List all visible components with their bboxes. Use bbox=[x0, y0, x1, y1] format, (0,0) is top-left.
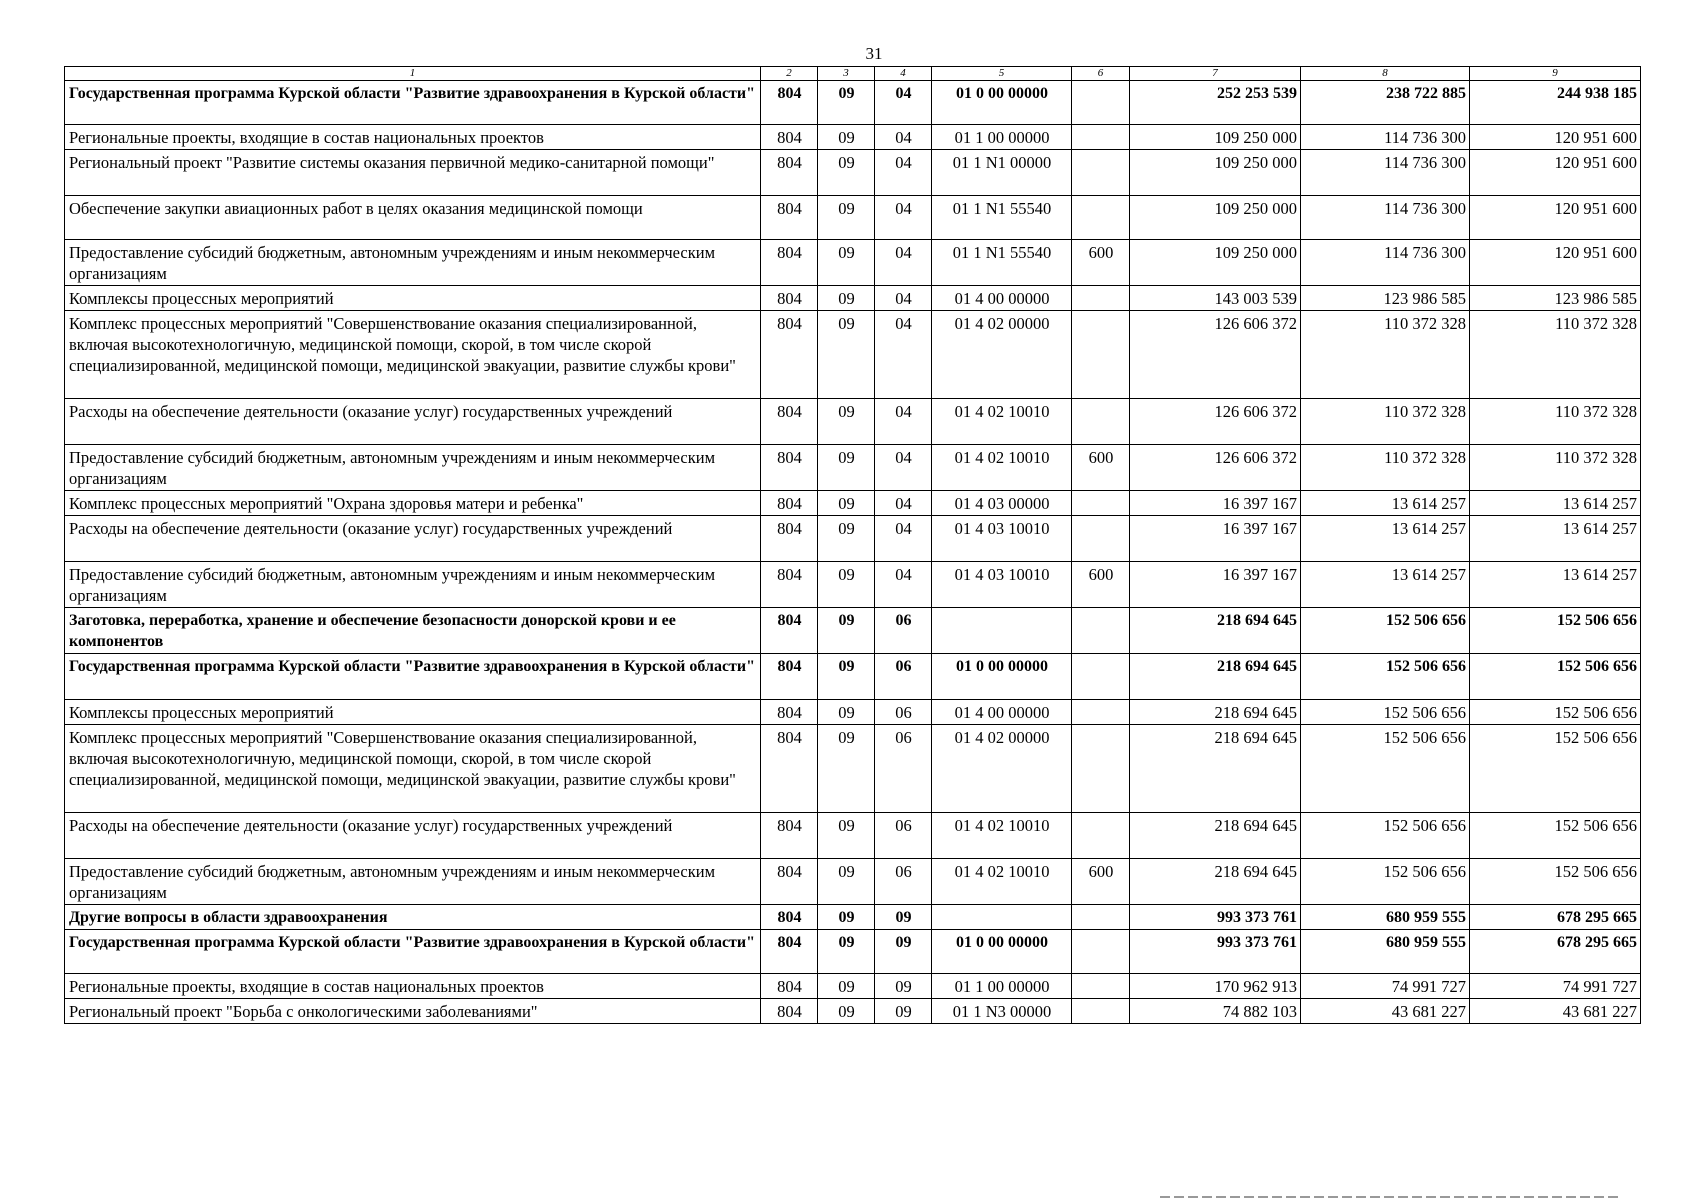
cell-name: Комплекс процессных мероприятий "Совершенствование оказания специализированной, включая высокотехнологичную, медицинской помощи, скорой, в том числе скорой специализированной, медицинской помощи, медицинской эвакуации, развитие службы крови" bbox=[65, 725, 761, 813]
cell-amount-year1: 109 250 000 bbox=[1130, 125, 1301, 150]
table-row bbox=[65, 196, 1641, 240]
cell-amount-year1: 16 397 167 bbox=[1130, 516, 1301, 562]
cell-expense-type bbox=[1072, 608, 1130, 654]
cell-ministry-code: 804 bbox=[761, 725, 818, 813]
cell-subsection: 06 bbox=[875, 859, 932, 905]
cell-subsection: 04 bbox=[875, 196, 932, 240]
cell-amount-year1: 16 397 167 bbox=[1130, 491, 1301, 516]
cell-amount-year3: 152 506 656 bbox=[1470, 725, 1641, 813]
cell-target-article: 01 4 03 10010 bbox=[932, 516, 1072, 562]
cell-subsection: 06 bbox=[875, 654, 932, 700]
cell-amount-year3: 43 681 227 bbox=[1470, 999, 1641, 1024]
cell-ministry-code: 804 bbox=[761, 445, 818, 491]
cell-amount-year2: 13 614 257 bbox=[1301, 491, 1470, 516]
cell-amount-year1: 218 694 645 bbox=[1130, 608, 1301, 654]
cell-amount-year2: 114 736 300 bbox=[1301, 240, 1470, 286]
cell-amount-year1: 218 694 645 bbox=[1130, 725, 1301, 813]
table-row bbox=[65, 725, 1641, 813]
cell-subsection: 06 bbox=[875, 725, 932, 813]
cell-target-article: 01 0 00 00000 bbox=[932, 930, 1072, 974]
column-header: 5 bbox=[932, 67, 1072, 81]
cell-amount-year3: 74 991 727 bbox=[1470, 974, 1641, 999]
cell-subsection: 04 bbox=[875, 311, 932, 399]
table-row bbox=[65, 654, 1641, 700]
cell-expense-type bbox=[1072, 491, 1130, 516]
cell-subsection: 09 bbox=[875, 930, 932, 974]
cell-subsection: 06 bbox=[875, 700, 932, 725]
table-row bbox=[65, 445, 1641, 491]
column-header: 6 bbox=[1072, 67, 1130, 81]
table-row bbox=[65, 608, 1641, 654]
cell-name: Обеспечение закупки авиационных работ в целях оказания медицинской помощи bbox=[65, 196, 761, 240]
cell-target-article: 01 1 00 00000 bbox=[932, 125, 1072, 150]
cell-amount-year1: 126 606 372 bbox=[1130, 445, 1301, 491]
cell-subsection: 04 bbox=[875, 286, 932, 311]
cell-amount-year2: 13 614 257 bbox=[1301, 562, 1470, 608]
budget-table bbox=[64, 66, 1641, 1024]
cell-amount-year3: 152 506 656 bbox=[1470, 608, 1641, 654]
cell-subsection: 04 bbox=[875, 516, 932, 562]
cell-section: 09 bbox=[818, 125, 875, 150]
table-row bbox=[65, 562, 1641, 608]
cell-target-article: 01 4 03 10010 bbox=[932, 562, 1072, 608]
cell-name: Региональные проекты, входящие в состав национальных проектов bbox=[65, 125, 761, 150]
table-row bbox=[65, 516, 1641, 562]
cell-subsection: 04 bbox=[875, 491, 932, 516]
cell-subsection: 09 bbox=[875, 905, 932, 930]
column-header: 4 bbox=[875, 67, 932, 81]
cell-expense-type bbox=[1072, 516, 1130, 562]
table-row bbox=[65, 150, 1641, 196]
cell-expense-type bbox=[1072, 700, 1130, 725]
cell-name: Предоставление субсидий бюджетным, автономным учреждениям и иным некоммерческим организациям bbox=[65, 562, 761, 608]
scan-artifact-line bbox=[1160, 1196, 1620, 1198]
cell-name: Государственная программа Курской области "Развитие здравоохранения в Курской области" bbox=[65, 654, 761, 700]
cell-ministry-code: 804 bbox=[761, 81, 818, 125]
cell-target-article: 01 4 02 00000 bbox=[932, 311, 1072, 399]
cell-expense-type bbox=[1072, 81, 1130, 125]
column-number-row bbox=[65, 67, 1641, 81]
cell-name: Другие вопросы в области здравоохранения bbox=[65, 905, 761, 930]
cell-amount-year1: 993 373 761 bbox=[1130, 930, 1301, 974]
table-row bbox=[65, 813, 1641, 859]
cell-amount-year3: 152 506 656 bbox=[1470, 654, 1641, 700]
cell-name: Государственная программа Курской области "Развитие здравоохранения в Курской области" bbox=[65, 930, 761, 974]
cell-amount-year1: 109 250 000 bbox=[1130, 240, 1301, 286]
cell-ministry-code: 804 bbox=[761, 813, 818, 859]
cell-amount-year2: 238 722 885 bbox=[1301, 81, 1470, 125]
cell-amount-year2: 43 681 227 bbox=[1301, 999, 1470, 1024]
cell-amount-year2: 680 959 555 bbox=[1301, 905, 1470, 930]
table-row bbox=[65, 286, 1641, 311]
cell-subsection: 04 bbox=[875, 81, 932, 125]
cell-target-article: 01 4 02 10010 bbox=[932, 399, 1072, 445]
cell-section: 09 bbox=[818, 859, 875, 905]
cell-ministry-code: 804 bbox=[761, 930, 818, 974]
cell-subsection: 06 bbox=[875, 813, 932, 859]
cell-name: Расходы на обеспечение деятельности (оказание услуг) государственных учреждений bbox=[65, 399, 761, 445]
cell-name: Комплекс процессных мероприятий "Охрана здоровья матери и ребенка" bbox=[65, 491, 761, 516]
cell-name: Региональный проект "Борьба с онкологическими заболеваниями" bbox=[65, 999, 761, 1024]
cell-ministry-code: 804 bbox=[761, 859, 818, 905]
cell-amount-year3: 110 372 328 bbox=[1470, 445, 1641, 491]
cell-expense-type bbox=[1072, 125, 1130, 150]
cell-target-article: 01 0 00 00000 bbox=[932, 81, 1072, 125]
cell-section: 09 bbox=[818, 725, 875, 813]
cell-amount-year1: 143 003 539 bbox=[1130, 286, 1301, 311]
cell-amount-year3: 152 506 656 bbox=[1470, 813, 1641, 859]
cell-amount-year3: 123 986 585 bbox=[1470, 286, 1641, 311]
cell-name: Предоставление субсидий бюджетным, автономным учреждениям и иным некоммерческим организациям bbox=[65, 859, 761, 905]
cell-section: 09 bbox=[818, 905, 875, 930]
cell-name: Расходы на обеспечение деятельности (оказание услуг) государственных учреждений bbox=[65, 813, 761, 859]
cell-amount-year3: 120 951 600 bbox=[1470, 196, 1641, 240]
cell-target-article: 01 1 N3 00000 bbox=[932, 999, 1072, 1024]
cell-amount-year1: 170 962 913 bbox=[1130, 974, 1301, 999]
table-row bbox=[65, 311, 1641, 399]
cell-expense-type bbox=[1072, 813, 1130, 859]
cell-amount-year3: 120 951 600 bbox=[1470, 125, 1641, 150]
cell-section: 09 bbox=[818, 562, 875, 608]
cell-expense-type bbox=[1072, 286, 1130, 311]
cell-expense-type bbox=[1072, 311, 1130, 399]
cell-subsection: 06 bbox=[875, 608, 932, 654]
cell-section: 09 bbox=[818, 196, 875, 240]
cell-section: 09 bbox=[818, 240, 875, 286]
cell-ministry-code: 804 bbox=[761, 196, 818, 240]
cell-section: 09 bbox=[818, 150, 875, 196]
cell-expense-type bbox=[1072, 974, 1130, 999]
cell-subsection: 09 bbox=[875, 999, 932, 1024]
cell-section: 09 bbox=[818, 286, 875, 311]
cell-amount-year2: 152 506 656 bbox=[1301, 813, 1470, 859]
cell-expense-type bbox=[1072, 999, 1130, 1024]
cell-name: Региональный проект "Развитие системы оказания первичной медико-санитарной помощи" bbox=[65, 150, 761, 196]
page-number: 31 bbox=[865, 44, 883, 63]
cell-name: Предоставление субсидий бюджетным, автономным учреждениям и иным некоммерческим организациям bbox=[65, 240, 761, 286]
cell-amount-year2: 114 736 300 bbox=[1301, 196, 1470, 240]
cell-expense-type bbox=[1072, 399, 1130, 445]
cell-section: 09 bbox=[818, 445, 875, 491]
column-header: 7 bbox=[1130, 67, 1301, 81]
column-header: 1 bbox=[65, 67, 761, 81]
cell-ministry-code: 804 bbox=[761, 974, 818, 999]
cell-ministry-code: 804 bbox=[761, 562, 818, 608]
cell-amount-year1: 218 694 645 bbox=[1130, 859, 1301, 905]
cell-section: 09 bbox=[818, 930, 875, 974]
cell-name: Региональные проекты, входящие в состав национальных проектов bbox=[65, 974, 761, 999]
cell-name: Заготовка, переработка, хранение и обеспечение безопасности донорской крови и ее компонентов bbox=[65, 608, 761, 654]
cell-amount-year1: 252 253 539 bbox=[1130, 81, 1301, 125]
cell-expense-type: 600 bbox=[1072, 240, 1130, 286]
cell-target-article bbox=[932, 905, 1072, 930]
column-header: 3 bbox=[818, 67, 875, 81]
cell-subsection: 04 bbox=[875, 240, 932, 286]
cell-amount-year2: 123 986 585 bbox=[1301, 286, 1470, 311]
cell-section: 09 bbox=[818, 516, 875, 562]
cell-expense-type: 600 bbox=[1072, 859, 1130, 905]
cell-amount-year3: 152 506 656 bbox=[1470, 700, 1641, 725]
table-row bbox=[65, 859, 1641, 905]
cell-target-article: 01 4 00 00000 bbox=[932, 700, 1072, 725]
cell-expense-type bbox=[1072, 150, 1130, 196]
cell-section: 09 bbox=[818, 974, 875, 999]
cell-amount-year3: 120 951 600 bbox=[1470, 240, 1641, 286]
cell-amount-year2: 152 506 656 bbox=[1301, 859, 1470, 905]
cell-target-article bbox=[932, 608, 1072, 654]
cell-amount-year2: 74 991 727 bbox=[1301, 974, 1470, 999]
cell-amount-year2: 152 506 656 bbox=[1301, 700, 1470, 725]
cell-amount-year1: 126 606 372 bbox=[1130, 311, 1301, 399]
cell-amount-year3: 244 938 185 bbox=[1470, 81, 1641, 125]
cell-amount-year2: 114 736 300 bbox=[1301, 125, 1470, 150]
cell-target-article: 01 4 02 10010 bbox=[932, 859, 1072, 905]
cell-amount-year3: 13 614 257 bbox=[1470, 516, 1641, 562]
cell-section: 09 bbox=[818, 399, 875, 445]
cell-expense-type: 600 bbox=[1072, 445, 1130, 491]
table-row bbox=[65, 491, 1641, 516]
cell-amount-year2: 114 736 300 bbox=[1301, 150, 1470, 196]
cell-ministry-code: 804 bbox=[761, 399, 818, 445]
cell-ministry-code: 804 bbox=[761, 905, 818, 930]
cell-expense-type: 600 bbox=[1072, 562, 1130, 608]
cell-ministry-code: 804 bbox=[761, 311, 818, 399]
cell-amount-year3: 120 951 600 bbox=[1470, 150, 1641, 196]
cell-amount-year1: 218 694 645 bbox=[1130, 813, 1301, 859]
cell-ministry-code: 804 bbox=[761, 654, 818, 700]
cell-amount-year2: 110 372 328 bbox=[1301, 445, 1470, 491]
cell-amount-year2: 13 614 257 bbox=[1301, 516, 1470, 562]
cell-expense-type bbox=[1072, 725, 1130, 813]
cell-amount-year2: 680 959 555 bbox=[1301, 930, 1470, 974]
cell-subsection: 04 bbox=[875, 445, 932, 491]
cell-section: 09 bbox=[818, 81, 875, 125]
cell-target-article: 01 0 00 00000 bbox=[932, 654, 1072, 700]
cell-section: 09 bbox=[818, 700, 875, 725]
cell-amount-year3: 678 295 665 bbox=[1470, 905, 1641, 930]
cell-target-article: 01 4 02 10010 bbox=[932, 813, 1072, 859]
cell-target-article: 01 4 02 00000 bbox=[932, 725, 1072, 813]
cell-target-article: 01 1 N1 00000 bbox=[932, 150, 1072, 196]
cell-expense-type bbox=[1072, 654, 1130, 700]
cell-ministry-code: 804 bbox=[761, 150, 818, 196]
cell-name: Комплекс процессных мероприятий "Совершенствование оказания специализированной, включая высокотехнологичную, медицинской помощи, скорой, в том числе скорой специализированной, медицинской помощи, медицинской эвакуации, развитие службы крови" bbox=[65, 311, 761, 399]
table-row bbox=[65, 240, 1641, 286]
cell-amount-year1: 993 373 761 bbox=[1130, 905, 1301, 930]
cell-section: 09 bbox=[818, 491, 875, 516]
table-row bbox=[65, 700, 1641, 725]
cell-ministry-code: 804 bbox=[761, 700, 818, 725]
cell-subsection: 04 bbox=[875, 562, 932, 608]
cell-amount-year3: 678 295 665 bbox=[1470, 930, 1641, 974]
cell-amount-year3: 110 372 328 bbox=[1470, 399, 1641, 445]
cell-amount-year2: 110 372 328 bbox=[1301, 399, 1470, 445]
table-row bbox=[65, 125, 1641, 150]
column-header: 2 bbox=[761, 67, 818, 81]
cell-subsection: 09 bbox=[875, 974, 932, 999]
table-row bbox=[65, 905, 1641, 930]
cell-expense-type bbox=[1072, 905, 1130, 930]
cell-amount-year3: 152 506 656 bbox=[1470, 859, 1641, 905]
table-row bbox=[65, 974, 1641, 999]
cell-target-article: 01 1 00 00000 bbox=[932, 974, 1072, 999]
cell-name: Государственная программа Курской области "Развитие здравоохранения в Курской области" bbox=[65, 81, 761, 125]
cell-subsection: 04 bbox=[875, 125, 932, 150]
column-header: 8 bbox=[1301, 67, 1470, 81]
cell-target-article: 01 4 03 00000 bbox=[932, 491, 1072, 516]
cell-section: 09 bbox=[818, 654, 875, 700]
cell-name: Комплексы процессных мероприятий bbox=[65, 700, 761, 725]
cell-ministry-code: 804 bbox=[761, 491, 818, 516]
column-header: 9 bbox=[1470, 67, 1641, 81]
cell-section: 09 bbox=[818, 999, 875, 1024]
table-row bbox=[65, 399, 1641, 445]
cell-ministry-code: 804 bbox=[761, 240, 818, 286]
cell-target-article: 01 4 00 00000 bbox=[932, 286, 1072, 311]
cell-ministry-code: 804 bbox=[761, 999, 818, 1024]
cell-amount-year1: 126 606 372 bbox=[1130, 399, 1301, 445]
cell-amount-year1: 74 882 103 bbox=[1130, 999, 1301, 1024]
cell-section: 09 bbox=[818, 311, 875, 399]
cell-amount-year3: 13 614 257 bbox=[1470, 491, 1641, 516]
cell-subsection: 04 bbox=[875, 150, 932, 196]
cell-target-article: 01 4 02 10010 bbox=[932, 445, 1072, 491]
cell-amount-year2: 152 506 656 bbox=[1301, 725, 1470, 813]
cell-ministry-code: 804 bbox=[761, 516, 818, 562]
cell-target-article: 01 1 N1 55540 bbox=[932, 196, 1072, 240]
cell-expense-type bbox=[1072, 930, 1130, 974]
cell-amount-year2: 152 506 656 bbox=[1301, 608, 1470, 654]
cell-expense-type bbox=[1072, 196, 1130, 240]
cell-name: Расходы на обеспечение деятельности (оказание услуг) государственных учреждений bbox=[65, 516, 761, 562]
cell-amount-year2: 110 372 328 bbox=[1301, 311, 1470, 399]
table-row bbox=[65, 999, 1641, 1024]
table-row bbox=[65, 930, 1641, 974]
cell-amount-year3: 110 372 328 bbox=[1470, 311, 1641, 399]
cell-amount-year2: 152 506 656 bbox=[1301, 654, 1470, 700]
cell-target-article: 01 1 N1 55540 bbox=[932, 240, 1072, 286]
cell-amount-year1: 16 397 167 bbox=[1130, 562, 1301, 608]
cell-ministry-code: 804 bbox=[761, 125, 818, 150]
cell-section: 09 bbox=[818, 813, 875, 859]
cell-ministry-code: 804 bbox=[761, 608, 818, 654]
table-row bbox=[65, 81, 1641, 125]
cell-amount-year1: 109 250 000 bbox=[1130, 150, 1301, 196]
cell-amount-year3: 13 614 257 bbox=[1470, 562, 1641, 608]
cell-ministry-code: 804 bbox=[761, 286, 818, 311]
cell-amount-year1: 109 250 000 bbox=[1130, 196, 1301, 240]
cell-amount-year1: 218 694 645 bbox=[1130, 654, 1301, 700]
cell-amount-year1: 218 694 645 bbox=[1130, 700, 1301, 725]
cell-name: Предоставление субсидий бюджетным, автономным учреждениям и иным некоммерческим организациям bbox=[65, 445, 761, 491]
cell-subsection: 04 bbox=[875, 399, 932, 445]
cell-name: Комплексы процессных мероприятий bbox=[65, 286, 761, 311]
cell-section: 09 bbox=[818, 608, 875, 654]
